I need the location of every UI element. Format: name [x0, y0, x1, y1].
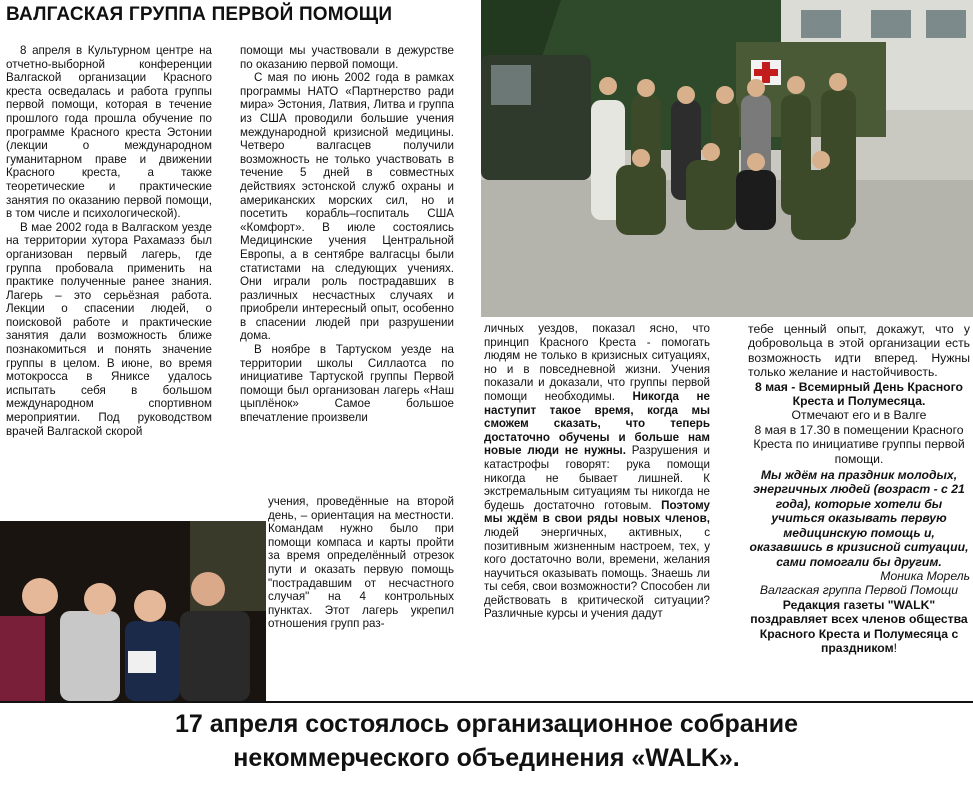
- greeting-text: Редакция газеты "WALK" поздравляет всех членов общества Красного Креста и Полумесяца с праздником: [750, 597, 968, 655]
- signature: Моника Морель: [880, 568, 970, 583]
- emphasis-text: Поэтому мы ждём в свои ряды новых членов,: [484, 498, 710, 526]
- article-headline: ВАЛГАСКАЯ ГРУППА ПЕРВОЙ ПОМОЩИ: [6, 4, 393, 25]
- volunteers-photo: [0, 521, 266, 701]
- paragraph: С мая по июнь 2002 года в рамках программы НАТО «Партнерство ради мира» Эстония, Латвия, Литва и группа из США проводили большие учения международной кризисной медицины. Четверо валгасцев получили возможность не только участвовать в течение 5 дней в совместных действиях эстонской служб охраны и американских морских сил, но и посетить корабль–госпиталь США «Комфорт». В июле состоялись Медицинские учения Центральной Европы, а в сентябре валгасцы были статистами на следующих учениях. Они играли роль пострадавших в различных несчастных случаях и приобрели интересный опыт, особенно в спасении людей при разрушении дома.: [240, 71, 454, 343]
- day-title: 8 мая - Всемирный День Красного Креста и Полумесяца.: [755, 379, 963, 409]
- article-column-3: [484, 322, 710, 621]
- greeting: [748, 598, 970, 656]
- paragraph: учения, проведённые на второй день, – ориентация на местности. Командам нужно было при помощи компаса и карты пройти за время определённый отрезок пути и оказать первую помощь "пострадавшим от несчастного случая" на 4 контрольных пунктах. Этот лагерь укрепил отношения групп раз-: [268, 495, 454, 631]
- announcement-line-2: некоммерческого объединения «WALK».: [233, 744, 740, 772]
- announcement-line-1: 17 апреля состоялось организационное собрание: [174, 710, 799, 738]
- text-run: людей энергичных, активных, с позитивным жизненным настроем, тех, у кого достаточно воли, времени, желания научиться оказывать помощь. Знаешь ли ты себя, свои возможности? Способен ли действовать в критической ситуации? Различные курсы и учения дадут: [484, 525, 710, 621]
- text-run: личных уездов, показал ясно, что принцип Красного Креста - помогать людям не только в кризисных ситуациях, но и в повседневной жизни. Учения показали и доказали, что группы первой помощи необходимы.: [484, 322, 710, 403]
- valga-line: Отмечают его и в Валге: [791, 408, 927, 423]
- paragraph: В мае 2002 года в Валгаском уезде на территории хутора Рахамаэз был организован первый лагерь, где группа пробовала применить на практике полученные ранее знания. Лагерь – это серьёзная работа. Лекции о спасении людей, о поисковой работе и практические занятия дали возможность ближе познакомиться и понять значение группы в целом. В июне, во время мотокросса в Яниксе удалось испытать себя в большом международном спортивном мероприятии. Под руководством врачей Валгаской скорой: [6, 220, 212, 438]
- announcement-banner: [0, 707, 973, 775]
- volunteers-photo-image: [0, 521, 266, 701]
- text-run: Разрушения и катастрофы говорят: рука помощи никогда не бывает лишней. К экстремальным ситуациям ты никогда не будешь достаточно готовым.: [484, 444, 710, 512]
- greeting-end: !: [893, 640, 897, 655]
- group-photo-image: [481, 0, 973, 317]
- article-column-1: [6, 44, 212, 438]
- group-photo: [481, 0, 973, 317]
- paragraph: помощи мы участвовали в дежурстве по оказанию первой помощи.: [240, 44, 454, 71]
- article-column-2: [240, 44, 454, 425]
- invitation-text: Мы ждём на праздник молодых, энергичных людей (возраст - с 21 года), которые хотели бы учиться оказывать первую медицинскую помощь и, оказавшись в кризисной ситуации, сами помогали бы другим.: [749, 468, 969, 569]
- event-line: 8 мая в 17.30 в помещении Красного Креста по инициативе группы первой помощи.: [753, 422, 965, 466]
- group-name: Валгаская группа Первой Помощи: [759, 583, 959, 598]
- paragraph: тебе ценный опыт, докажут, что у добровольца в этой организации есть возможность идти вперед. Нужны только желание и настойчивость.: [748, 322, 970, 380]
- paragraph: В ноябре в Тартуском уезде на территории школы Силлаотса по инициативе Тартуской группы Первой помощи был организован лагерь «Наш цыплёнок» Самое большое впечатление произвели: [240, 343, 454, 425]
- paragraph: [484, 322, 710, 621]
- paragraph: 8 апреля в Культурном центре на отчетно-выборной конференции Валгаской организации Красного креста осведалась и работа группы первой помощи, которая в течение прошлого года прошла обучение по программе Красного креста Эстонии (лекции о международном гуманитарном праве и движении Красного креста, а также теоретические и практические занятия по оказанию первой помощи, в том числе и психологической).: [6, 44, 212, 221]
- article-column-4: [748, 322, 970, 655]
- article-column-2-continued: [268, 495, 454, 631]
- emphasis-text: Никогда не наступит такое время, когда мы сможем сказать, что теперь достаточно обучены и больше нам новые люди не нужны.: [484, 389, 710, 458]
- separator-rule: [0, 701, 973, 703]
